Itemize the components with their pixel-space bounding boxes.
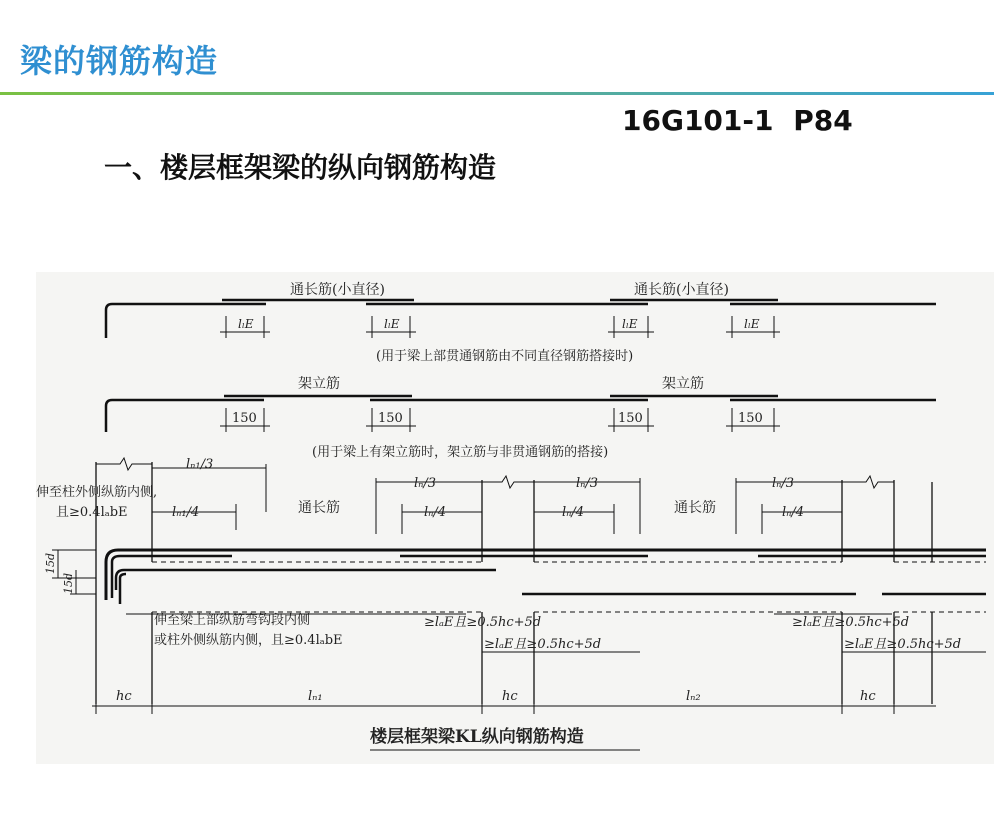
dim-150-4: 150 bbox=[738, 411, 763, 426]
anchor-top-1: ≥lₐE且≥0.5hc+5d bbox=[424, 615, 542, 630]
dim-150-3: 150 bbox=[618, 411, 643, 426]
anchor-bottom-2: ≥lₐE且≥0.5hc+5d bbox=[844, 637, 962, 652]
drawing-canvas bbox=[36, 272, 994, 764]
dim-ln1-3: lₙ₁/3 bbox=[186, 457, 214, 472]
dim-ln-4-b: lₙ/4 bbox=[562, 505, 585, 520]
dim-ln1: lₙ₁ bbox=[308, 689, 323, 704]
title-divider bbox=[0, 92, 994, 95]
label-jia-li-jin-2: 架立筋 bbox=[662, 376, 704, 392]
dim-hc-1: hc bbox=[116, 689, 132, 704]
note-lap-splice: (用于梁上部贯通钢筋由不同直径钢筋搭接时) bbox=[376, 349, 634, 364]
dim-150-2: 150 bbox=[378, 411, 403, 426]
label-jia-li-jin-1: 架立筋 bbox=[298, 376, 340, 392]
dim-hc-2: hc bbox=[502, 689, 518, 704]
dim-lle-3: lₗE bbox=[622, 317, 638, 331]
dim-ln-3-b: lₙ/3 bbox=[576, 476, 599, 491]
label-tong-chang-jin-small-2: 通长筋(小直径) bbox=[634, 282, 729, 298]
dim-ln-3-a: lₙ/3 bbox=[414, 476, 437, 491]
dim-lle-1: lₗE bbox=[238, 317, 254, 331]
bottom-note-line1: 伸至梁上部纵筋弯钩段内侧 bbox=[154, 613, 311, 628]
anchor-bottom-1: ≥lₐE且≥0.5hc+5d bbox=[484, 637, 602, 652]
side-note-line2: 且≥0.4lₐbE bbox=[56, 505, 128, 520]
anchor-top-2: ≥lₐE且≥0.5hc+5d bbox=[792, 615, 910, 630]
dim-ln1-4: lₙ₁/4 bbox=[172, 505, 200, 520]
note-erection-bar: (用于梁上有架立筋时，架立筋与非贯通钢筋的搭接) bbox=[312, 445, 609, 460]
dim-150-1: 150 bbox=[232, 411, 257, 426]
dim-hc-3: hc bbox=[860, 689, 876, 704]
dim-ln-3-c: lₙ/3 bbox=[772, 476, 795, 491]
dim-15d-1: 15d bbox=[44, 552, 57, 574]
atlas-reference: 16G101-1 P84 bbox=[622, 104, 853, 137]
label-tong-chang-jin-1: 通长筋 bbox=[298, 500, 340, 516]
label-tong-chang-jin-small-1: 通长筋(小直径) bbox=[290, 282, 385, 298]
slide-title: 梁的钢筋构造 bbox=[20, 42, 219, 80]
side-note-line1: 伸至柱外侧纵筋内侧, bbox=[36, 485, 158, 500]
label-tong-chang-jin-2: 通长筋 bbox=[674, 500, 716, 516]
drawing-caption: 楼层框架梁KL纵向钢筋构造 bbox=[370, 727, 584, 747]
rebar-detail-drawing bbox=[36, 272, 994, 764]
dim-lle-4: lₗE bbox=[744, 317, 760, 331]
dim-lle-2: lₗE bbox=[384, 317, 400, 331]
dim-15d-2: 15d bbox=[62, 572, 75, 594]
section-heading: 一、楼层框架梁的纵向钢筋构造 bbox=[104, 151, 497, 184]
dim-ln2: lₙ₂ bbox=[686, 689, 701, 704]
bottom-note-line2: 或柱外侧纵筋内侧，且≥0.4lₐbE bbox=[154, 633, 343, 648]
dim-ln-4-c: lₙ/4 bbox=[782, 505, 805, 520]
dim-ln-4-a: lₙ/4 bbox=[424, 505, 447, 520]
